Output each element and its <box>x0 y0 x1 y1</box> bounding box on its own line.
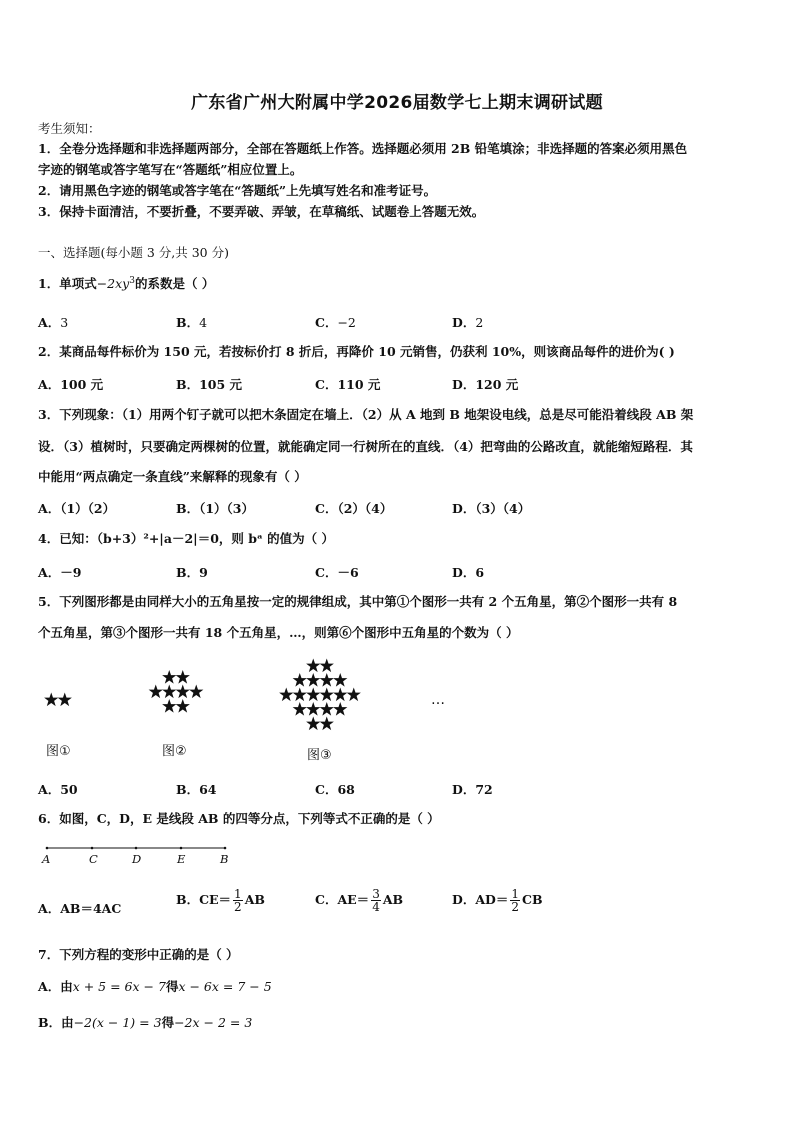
q7-b-equation-1: −2(x − 1) = 3 <box>73 1015 162 1030</box>
notice-heading: 考生须知： <box>38 121 101 136</box>
star-icon <box>320 673 334 687</box>
star-icon <box>320 688 334 702</box>
star-figure-2 <box>149 670 204 713</box>
point-d-label: D <box>132 852 142 866</box>
star-icon <box>162 670 176 684</box>
question-3-line-3: 中能用“两点确定一条直线”来解释的现象有（ ） <box>38 469 307 484</box>
star-icon <box>306 659 320 673</box>
question-5-line-1: 5．下列图形都是由同样大小的五角星按一定的规律组成，其中第①个图形一共有 2 个五角星，第②个图形一共有 8 <box>38 594 678 609</box>
notice-item-1-line-2: 字迹的钢笔或答字笔写在“答题纸”相应位置上。 <box>38 162 303 177</box>
question-4: 4．已知：（b+3）²+|a－2|＝0，则 bᵃ 的值为（ ） <box>38 531 335 546</box>
star-icon <box>176 699 190 713</box>
notice-item-1-line-1: 1．全卷分选择题和非选择题两部分，全部在答题纸上作答。选择题必须用 2B 铅笔填涂；非选择题的答案必须用黑色 <box>38 141 688 156</box>
q7-option-a[interactable]: A．由x + 5 = 6x − 7得x − 6x = 7 − 5 <box>38 979 272 994</box>
star-icon <box>333 688 347 702</box>
q6-d-fraction: $\frac{1}{2}$ <box>511 887 520 914</box>
star-icon <box>44 693 58 707</box>
star-icon <box>333 673 347 687</box>
q1-options <box>38 313 758 333</box>
star-icon <box>176 685 190 699</box>
point-a-dot <box>46 847 49 850</box>
star-icon <box>293 702 307 716</box>
q2-option-c[interactable]: C．110 元 <box>315 377 381 392</box>
q1-exponent: 3 <box>129 276 135 286</box>
star-icon <box>320 717 334 731</box>
figure-ellipsis: … <box>431 692 445 708</box>
page-title: 广东省广州大附属中学2026届数学七上期末调研试题 <box>191 93 603 113</box>
star-figure-1 <box>44 693 72 707</box>
q3-option-b[interactable]: B．（1）（3） <box>176 501 254 516</box>
star-icon <box>279 688 293 702</box>
star-icon <box>320 702 334 716</box>
q2-option-a[interactable]: A．100 元 <box>38 377 104 392</box>
star-icon <box>347 688 361 702</box>
q4-option-c[interactable]: C．－6 <box>315 565 359 580</box>
star-icon <box>306 673 320 687</box>
q4-options <box>38 563 758 583</box>
star-figure-3 <box>279 659 361 731</box>
q2-option-b[interactable]: B．105 元 <box>176 377 243 392</box>
q7-b-equation-2: −2x − 2 = 3 <box>174 1015 253 1030</box>
q2-option-d[interactable]: D．120 元 <box>452 377 519 392</box>
point-c-label: C <box>89 852 98 866</box>
q1-option-a[interactable]: A．3 <box>38 315 69 330</box>
star-icon <box>306 702 320 716</box>
star-icon <box>162 699 176 713</box>
q3-option-a[interactable]: A．（1）（2） <box>38 501 116 516</box>
q3-options <box>38 499 758 519</box>
star-icon <box>162 685 176 699</box>
q7-a-equation-2: x − 6x = 7 − 5 <box>178 979 272 994</box>
point-e-dot <box>180 847 183 850</box>
star-icon <box>306 688 320 702</box>
notice-item-2: 2．请用黑色字迹的钢笔或答字笔在“答题纸”上先填写姓名和准考证号。 <box>38 183 437 198</box>
q5-option-b[interactable]: B．64 <box>176 782 217 797</box>
q1-option-b[interactable]: B．4 <box>176 315 208 330</box>
q5-option-a[interactable]: A．50 <box>38 782 78 797</box>
q1-option-d[interactable]: D．2 <box>452 315 484 330</box>
point-b-dot <box>224 847 227 850</box>
star-icon <box>58 693 72 707</box>
q1-expression: −2xy <box>96 276 130 292</box>
q6-option-c[interactable]: C．AE＝ $\frac{3}{4}$ AB <box>315 887 404 914</box>
q4-option-d[interactable]: D．6 <box>452 565 485 580</box>
figure-2-label: 图② <box>162 744 187 759</box>
section-heading: 一、选择题(每小题 3 分,共 30 分) <box>38 245 229 260</box>
q5-options <box>38 780 758 800</box>
figure-3-label: 图③ <box>307 748 332 763</box>
q6-option-d[interactable]: D．AD＝ $\frac{1}{2}$ CB <box>452 887 543 914</box>
question-2: 2．某商品每件标价为 150 元，若按标价打 8 折后，再降价 10 元销售，仍获利 10%，则该商品每件的进价为( ) <box>38 344 675 359</box>
star-icon <box>333 702 347 716</box>
star-icon <box>176 670 190 684</box>
star-icon <box>306 717 320 731</box>
question-1 <box>38 276 214 291</box>
q1-option-c[interactable]: C．−2 <box>315 315 356 330</box>
q7-option-b[interactable]: B．由−2(x − 1) = 3得−2x − 2 = 3 <box>38 1015 253 1030</box>
q4-option-a[interactable]: A．－9 <box>38 565 82 580</box>
q5-option-c[interactable]: C．68 <box>315 782 355 797</box>
question-7: 7．下列方程的变形中正确的是（ ） <box>38 947 239 962</box>
q6-b-fraction: $\frac{1}{2}$ <box>234 887 242 914</box>
question-3-line-1: 3．下列现象：（1）用两个钉子就可以把木条固定在墙上．（2）从 A 地到 B 地架设电线，总是尽可能沿着线段 AB 架 <box>38 407 694 422</box>
star-icon <box>149 685 163 699</box>
q2-options <box>38 375 758 395</box>
point-b-label: B <box>220 852 229 866</box>
question-6: 6．如图，C，D，E 是线段 AB 的四等分点，下列等式不正确的是（ ） <box>38 811 440 826</box>
question-3-line-2: 设．（3）植树时，只要确定两棵树的位置，就能确定同一行树所在的直线．（4）把弯曲的公路改直，就能缩短路程．其 <box>38 439 693 454</box>
point-a-label: A <box>42 852 51 866</box>
q3-option-c[interactable]: C．（2）（4） <box>315 501 393 516</box>
q4-option-b[interactable]: B．9 <box>176 565 208 580</box>
q1-suffix: 的系数是（ ） <box>134 276 215 292</box>
point-d-dot <box>135 847 138 850</box>
q6-option-b[interactable]: B．CE＝ $\frac{1}{2}$ AB <box>176 887 265 914</box>
q6-option-a[interactable]: A．AB＝4AC <box>38 901 122 916</box>
star-icon <box>189 685 203 699</box>
q5-option-d[interactable]: D．72 <box>452 782 493 797</box>
point-c-dot <box>91 847 94 850</box>
point-e-label: E <box>177 852 186 866</box>
q6-c-fraction: $\frac{3}{4}$ <box>372 887 380 914</box>
notice-item-3: 3．保持卡面清洁，不要折叠，不要弄破、弄皱，在草稿纸、试题卷上答题无效。 <box>38 204 485 219</box>
q7-a-equation-1: x + 5 = 6x − 7 <box>72 979 166 994</box>
q6-options <box>38 888 758 924</box>
star-icon <box>293 673 307 687</box>
question-5-line-2: 个五角星，第③个图形一共有 18 个五角星，…，则第⑥个图形中五角星的个数为（ ） <box>38 625 519 640</box>
figure-1-label: 图① <box>46 744 71 759</box>
star-icon <box>320 659 334 673</box>
q3-option-d[interactable]: D．（3）（4） <box>452 501 531 516</box>
star-pattern-figures <box>0 648 794 768</box>
q1-prefix: 1．单项式 <box>38 276 97 292</box>
star-icon <box>293 688 307 702</box>
